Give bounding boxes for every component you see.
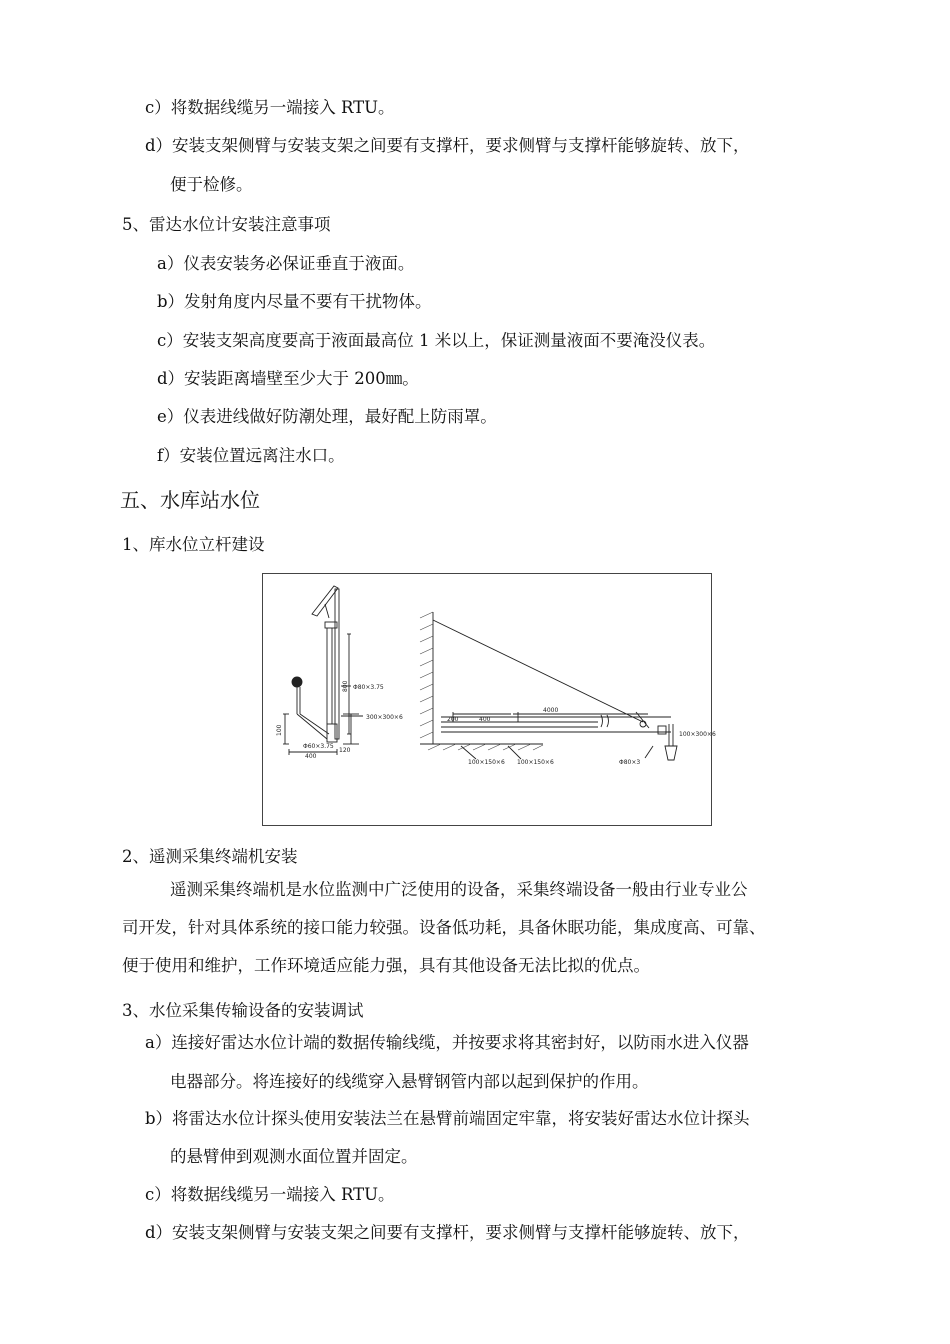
radar-note-e: e）仪表进线做好防潮处理，最好配上防雨罩。 bbox=[157, 407, 497, 426]
pole-construction-figure bbox=[262, 573, 716, 826]
left-side-label: 120 bbox=[339, 747, 351, 754]
item-a-line1: a）连接好雷达水位计端的数据传输线缆，并按要求将其密封好，以防雨水进入仪器 bbox=[145, 1033, 749, 1052]
pole-drawing bbox=[263, 574, 716, 825]
item-c-top: c）将数据线缆另一端接入 RTU。 bbox=[145, 98, 395, 117]
left-pole-assembly bbox=[283, 586, 363, 755]
subsection-1-title: 1、库水位立杆建设 bbox=[122, 535, 265, 554]
left-plate-label: 300×300×6 bbox=[366, 714, 403, 721]
paragraph-line-3: 便于使用和维护，工作环境适应能力强，具有其他设备无法比拟的优点。 bbox=[122, 956, 650, 975]
left-base-height-label: 100 bbox=[276, 724, 283, 736]
item-b-line1: b）将雷达水位计探头使用安装法兰在悬臂前端固定牢靠，将安装好雷达水位计探头 bbox=[145, 1109, 750, 1128]
left-pipe-label: Φ80×3.75 bbox=[353, 684, 384, 691]
right-a-label: 200 bbox=[447, 716, 459, 723]
left-height-label: 800 bbox=[342, 680, 349, 692]
left-base-pipe-label: Φ60×3.75 bbox=[303, 743, 334, 750]
radar-note-f: f）安装位置远离注水口。 bbox=[157, 446, 345, 465]
subsection-2-title: 2、遥测采集终端机安装 bbox=[122, 847, 298, 866]
right-plate3-label: 100×300×6 bbox=[679, 731, 716, 738]
right-wall-hatching bbox=[420, 612, 543, 750]
radar-notes-title: 5、雷达水位计安装注意事项 bbox=[122, 215, 331, 234]
chapter-heading: 五、水库站水位 bbox=[120, 488, 260, 512]
right-span-label: 4000 bbox=[543, 707, 559, 714]
subsection-3-title: 3、水位采集传输设备的安装调试 bbox=[122, 1001, 364, 1020]
radar-note-d: d）安装距离墙壁至少大于 200㎜。 bbox=[157, 369, 419, 388]
item-d-top-line2: 便于检修。 bbox=[170, 175, 253, 194]
radar-note-c: c）安装支架高度要高于液面最高位 1 米以上，保证测量液面不要淹没仪表。 bbox=[157, 331, 716, 350]
item-a-line2: 电器部分。将连接好的线缆穿入悬臂钢管内部以起到保护的作用。 bbox=[170, 1072, 649, 1091]
item-b-line2: 的悬臂伸到观测水面位置并固定。 bbox=[170, 1147, 418, 1166]
paragraph-line-2: 司开发，针对具体系统的接口能力较强。设备低功耗，具备休眠功能，集成度高、可靠、 bbox=[122, 918, 766, 937]
radar-note-a: a）仪表安装务必保证垂直于液面。 bbox=[157, 254, 415, 273]
radar-note-b: b）发射角度内尽量不要有干扰物体。 bbox=[157, 292, 432, 311]
item-c-bottom: c）将数据线缆另一端接入 RTU。 bbox=[145, 1185, 395, 1204]
paragraph-line-1: 遥测采集终端机是水位监测中广泛使用的设备，采集终端设备一般由行业专业公 bbox=[170, 880, 748, 899]
right-tube-label: Φ80×3 bbox=[619, 759, 641, 766]
right-plate1-label: 100×150×6 bbox=[468, 759, 505, 766]
right-plate2-label: 100×150×6 bbox=[517, 759, 554, 766]
right-cantilever-assembly bbox=[420, 612, 677, 760]
right-b-label: 400 bbox=[479, 716, 491, 723]
item-d-top-line1: d）安装支架侧臂与安装支架之间要有支撑杆，要求侧臂与支撑杆能够旋转、放下， bbox=[145, 136, 750, 155]
left-width-label: 400 bbox=[305, 753, 317, 760]
item-d-bottom: d）安装支架侧臂与安装支架之间要有支撑杆，要求侧臂与支撑杆能够旋转、放下， bbox=[145, 1223, 750, 1242]
